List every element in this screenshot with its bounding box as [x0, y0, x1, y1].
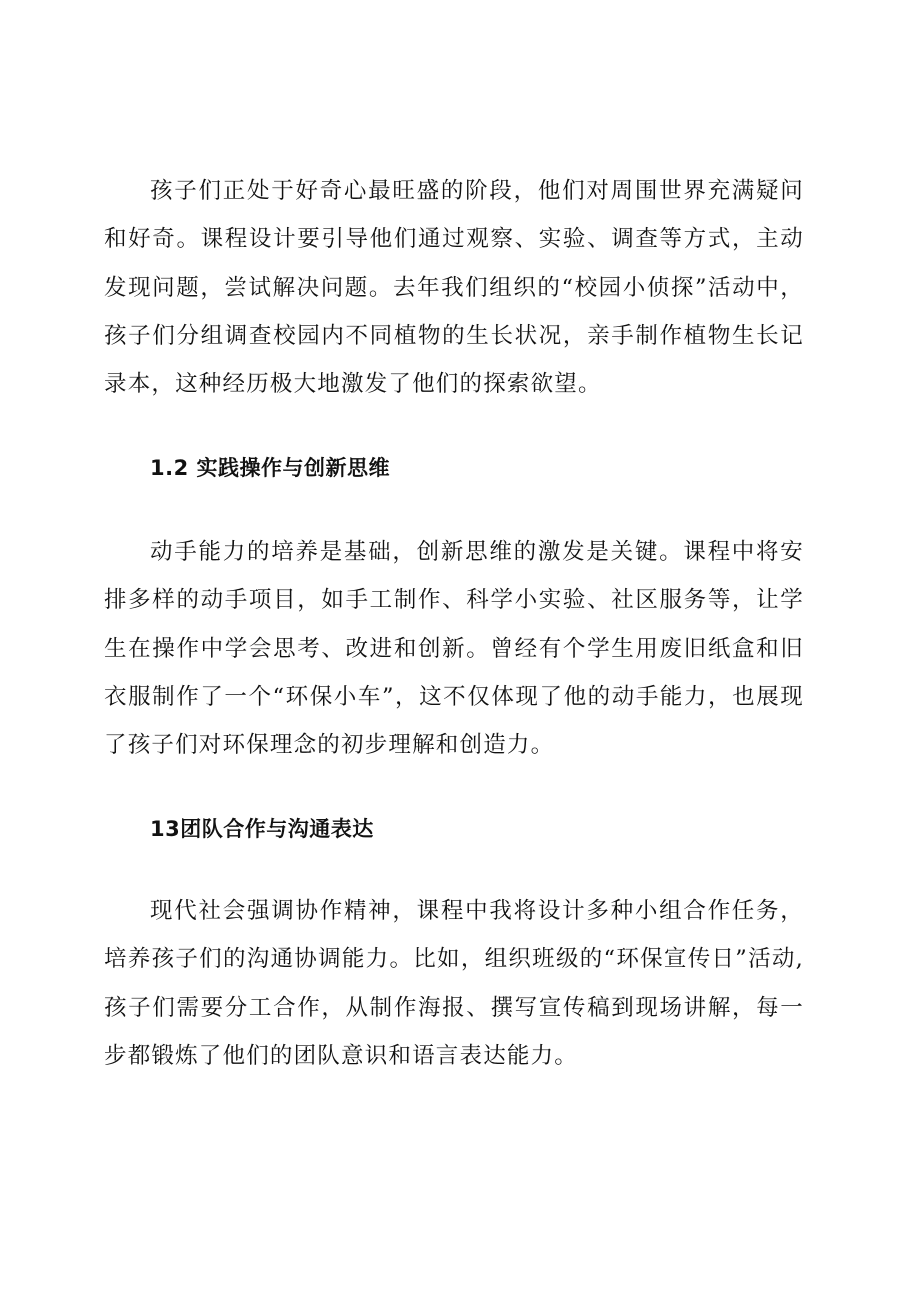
- section-heading-1-3: 13团队合作与沟通表达: [150, 817, 374, 841]
- section-heading-1-2: 1.2 实践操作与创新思维: [150, 456, 391, 480]
- paragraph-practice: 动手能力的培养是基础，创新思维的激发是关键。课程中将安排多样的动手项目，如手工制作、科学小实验、社区服务等，让学生在操作中学会思考、改进和创新。曾经有个学生用废旧纸盒和旧衣服制作了一个“环保小车”，这不仅体现了他的动手能力，也展现了孩子们对环保理念的初步理解和创造力。: [104, 539, 804, 759]
- paragraph-teamwork: 现代社会强调协作精神，课程中我将设计多种小组合作任务，培养孩子们的沟通协调能力。比如，组织班级的“环保宣传日”活动,孩子们需要分工合作，从制作海报、撰写宣传稿到现场讲解，每一步都锻炼了他们的团队意识和语言表达能力。: [104, 898, 804, 1069]
- paragraph-curiosity: 孩子们正处于好奇心最旺盛的阶段，他们对周围世界充满疑问和好奇。课程设计要引导他们通过观察、实验、调查等方式，主动发现问题，尝试解决问题。去年我们组织的“校园小侦探”活动中，孩子们分组调查校园内不同植物的生长状况，亲手制作植物生长记录本，这种经历极大地激发了他们的探索欲望。: [104, 178, 804, 398]
